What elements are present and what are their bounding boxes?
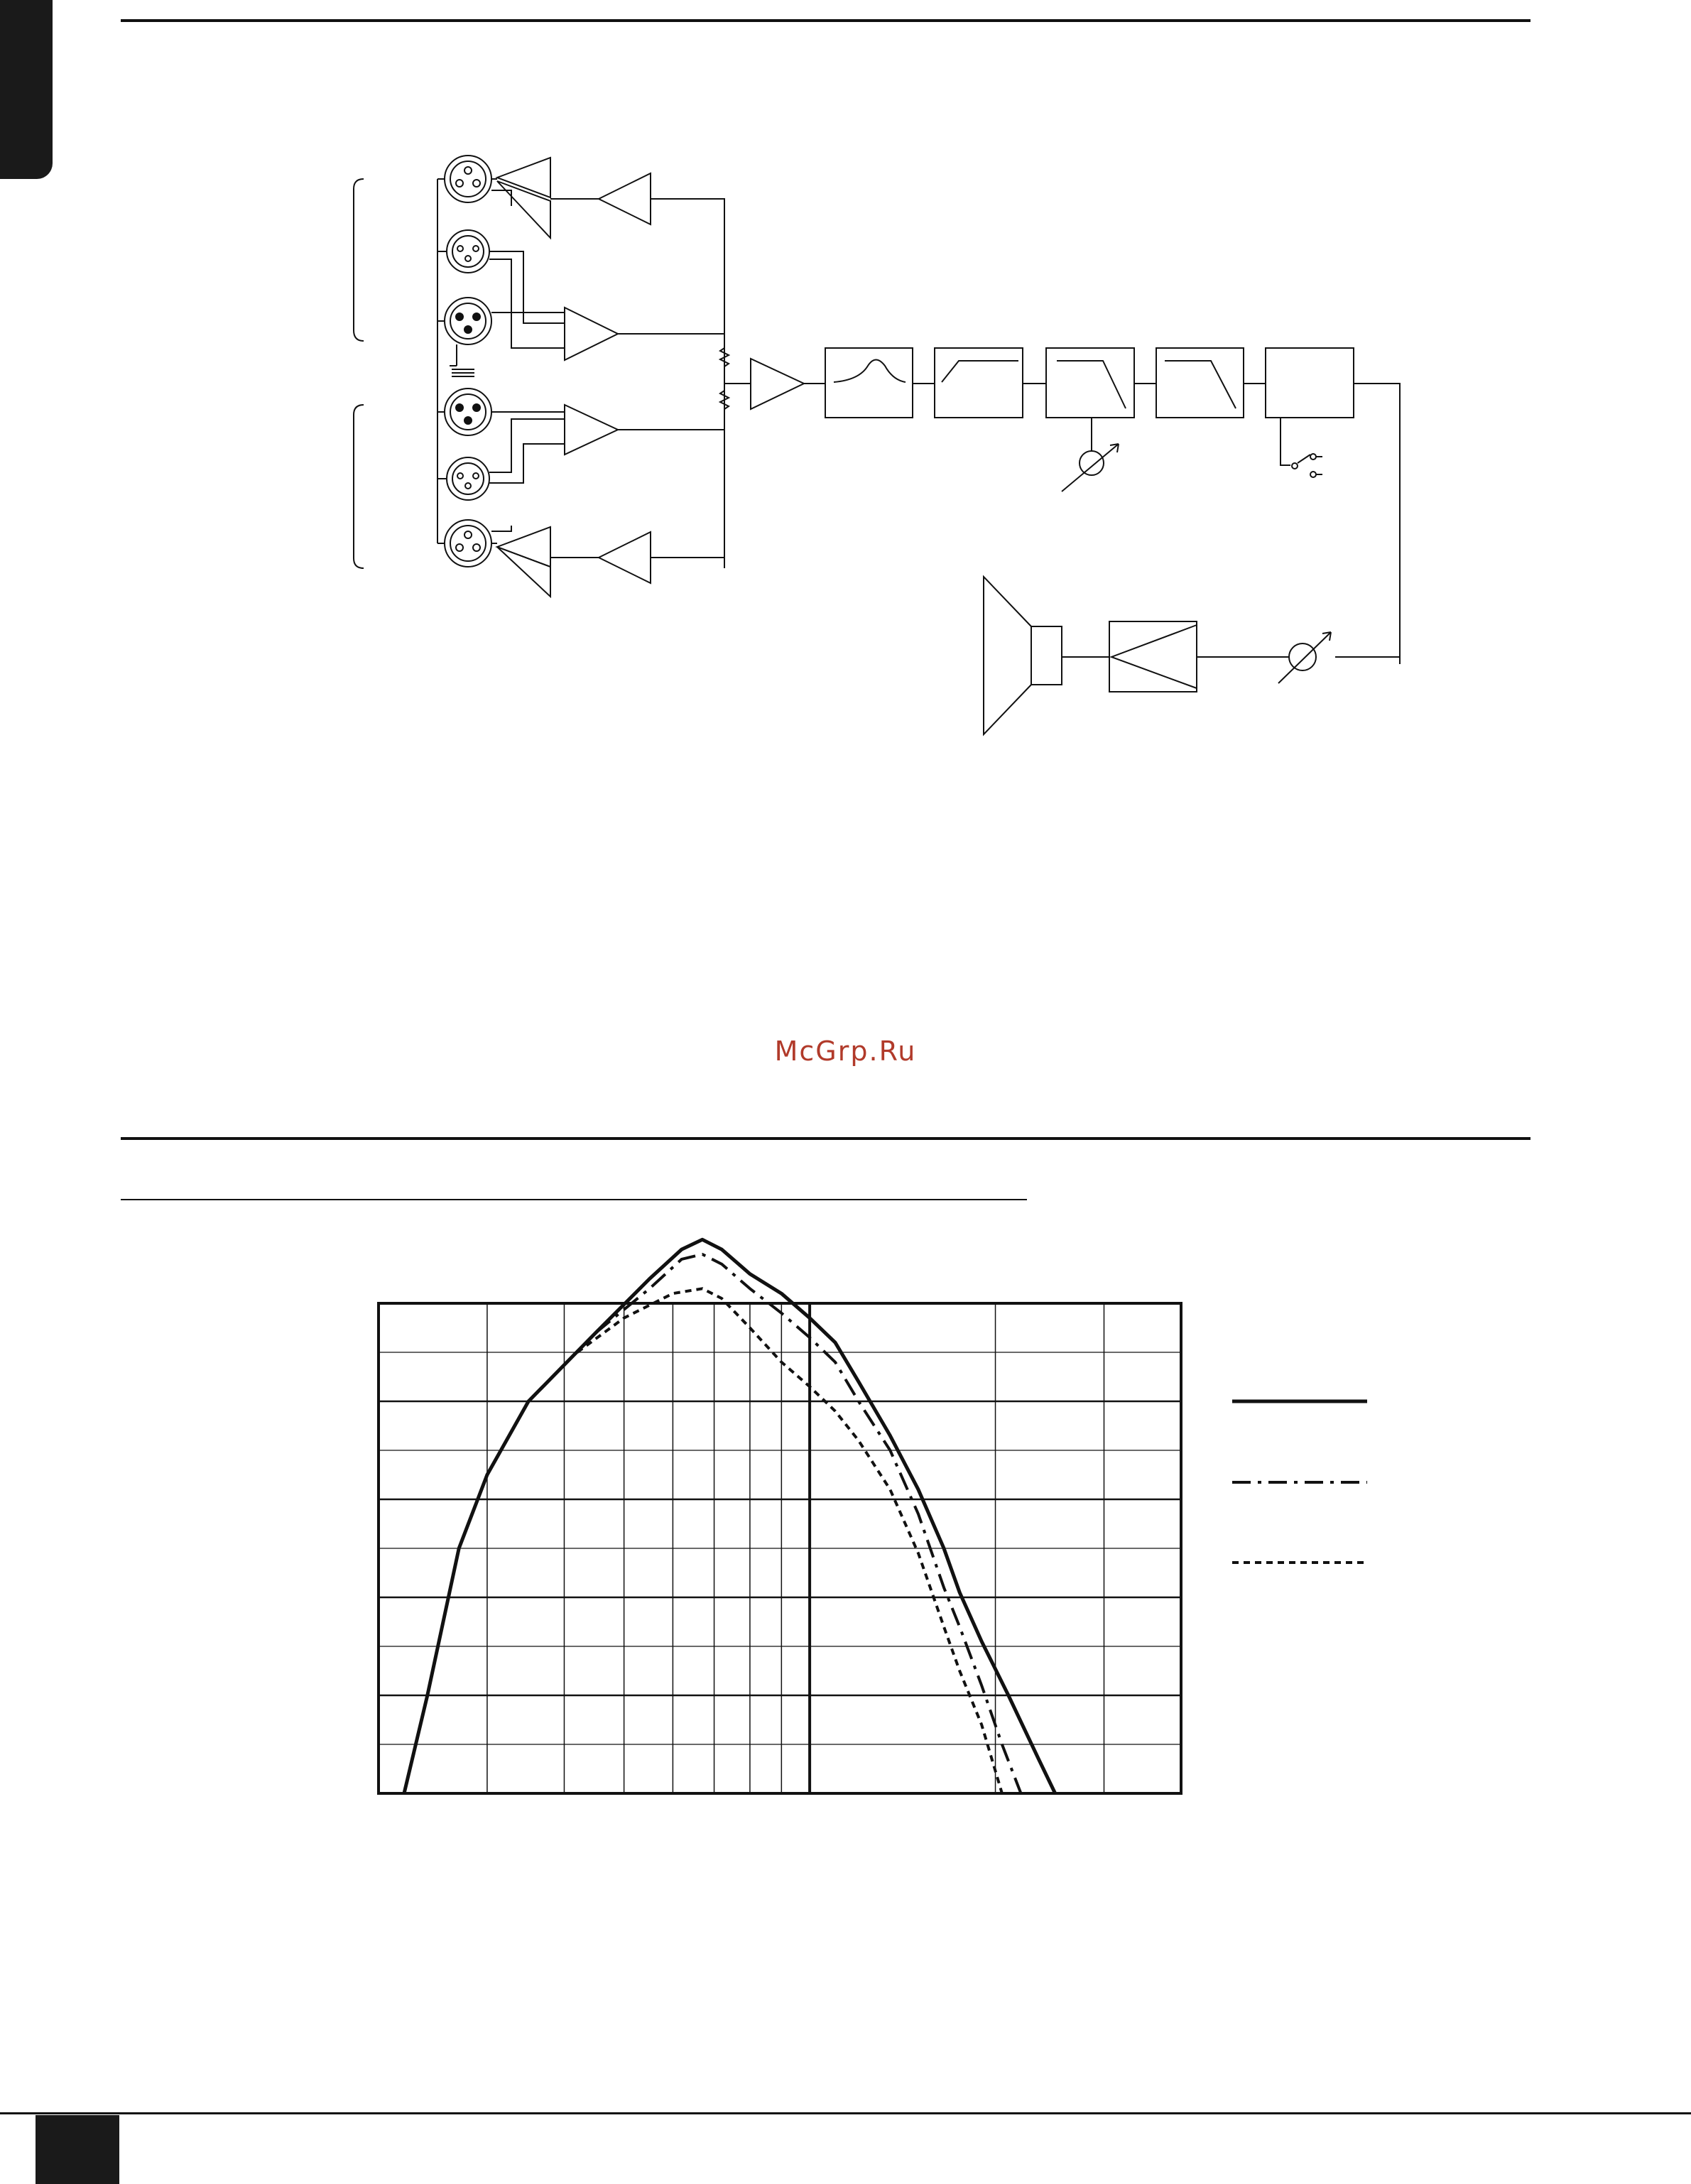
power-amp-icon [1109,621,1197,692]
xlr-connector-icon [445,389,491,435]
footer-rule [0,2112,1691,2114]
buffer-amp-icon [599,532,651,583]
page-number-tab [36,2115,119,2184]
chart-grid [379,1303,1181,1793]
chart-series-line [404,1239,1055,1793]
xlr-connector-icon [447,230,489,273]
variable-control-icon [1062,444,1119,491]
buffer-amp-icon [599,173,651,224]
high-pass-filter-icon [935,348,1023,418]
watermark: McGrp.Ru [774,1036,917,1067]
xlr-connector-icon [445,298,491,344]
low-pass-filter-icon [1156,348,1244,418]
xlr-connector-icon [447,457,489,500]
low-pass-filter-icon [1046,348,1134,418]
block-diagram [0,0,1691,781]
subsection-rule [121,1199,1027,1200]
preamp-icon [751,359,804,409]
input-amp-icon [565,405,618,455]
chart-series-line [596,1254,1021,1793]
parametric-eq-icon [825,348,913,418]
input-amp-icon [565,308,618,360]
input-b-bracket [354,405,364,568]
chart-legend [1232,1401,1367,1563]
buffer-amp-icon [497,527,550,597]
input-a-bracket [354,179,364,341]
switch-icon [1281,418,1322,477]
loudspeaker-icon [984,577,1062,734]
ground-icon [450,344,474,376]
chart-series-group [404,1239,1055,1793]
xlr-connector-icon [445,156,491,202]
section-rule [121,1137,1530,1140]
xlr-connector-icon [445,520,491,567]
processor-block-icon [1266,348,1354,418]
chart-frame [379,1303,1181,1793]
buffer-amp-icon [497,158,550,238]
chart-series-line [577,1288,1002,1793]
